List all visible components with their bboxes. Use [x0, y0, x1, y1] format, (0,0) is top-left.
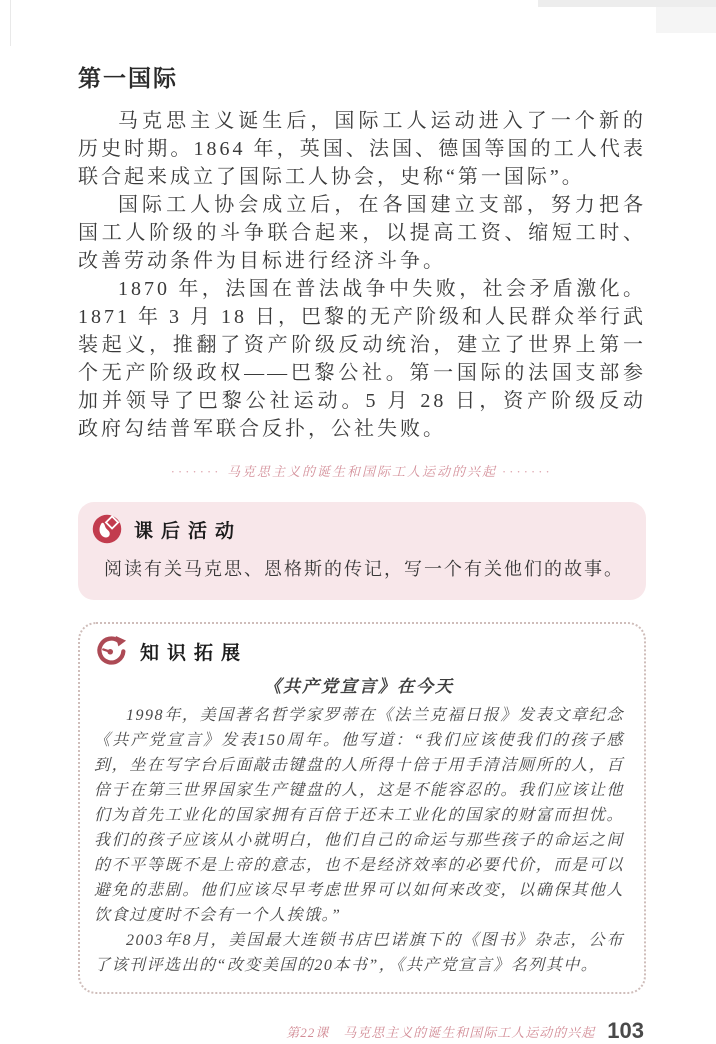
body-paragraph-1: 马克思主义诞生后，国际工人运动进入了一个新的历史时期。1864 年，英国、法国、德国等国的工人代表联合起来成立了国际工人协会，史称“第一国际”。: [78, 110, 646, 188]
activity-box-header: [92, 514, 626, 544]
after-class-activity-box: [78, 502, 646, 600]
body-paragraph-3: 1870 年，法国在普法战争中失败，社会矛盾激化。1871 年 3 月 18 日，巴黎的无产阶级和人民群众举行武装起义，推翻了资产阶级反动统治，建立了世界上第一个无产阶级政权——巴黎公社。第一国际的法国支部参加并领导了巴黎公社运动。5 月 28 日，资产阶级反动政府勾结普军联合反扑，公社失败。: [78, 278, 646, 440]
divider-dots-left: ·······: [170, 464, 222, 479]
divider-dots-right: ·······: [502, 464, 553, 479]
scan-artifact-top-right-2: [656, 7, 716, 33]
footer-page-number: 103: [607, 1018, 644, 1043]
section-heading: 第一国际: [78, 65, 178, 91]
knowledge-expansion-box: [78, 622, 646, 994]
activity-box-text: 阅读有关马克思、恩格斯的传记，写一个有关他们的故事。: [104, 559, 624, 579]
knowledge-box-title: 知识拓展: [140, 642, 249, 664]
pen-nib-circle-icon: [92, 514, 122, 544]
page-footer: [78, 1018, 646, 1044]
knowledge-paragraph-2: 2003年8月，美国最大连锁书店巴诺旗下的《图书》杂志，公布了该刊评选出的“改变美国的20本书”，《共产党宣言》名列其中。: [94, 932, 624, 974]
activity-box-title: 课后活动: [134, 520, 243, 542]
knowledge-box-header: [94, 634, 624, 668]
chapter-running-title: [78, 461, 646, 480]
divider-text: 马克思主义的诞生和国际工人运动的兴起: [226, 464, 497, 479]
footer-lesson-title: 第22课 马克思主义的诞生和国际工人运动的兴起: [286, 1024, 596, 1040]
scan-artifact-top-right: [538, 0, 716, 7]
body-paragraph-2: 国际工人协会成立后，在各国建立支部，努力把各国工人阶级的斗争联合起来，以提高工资、缩短工时、改善劳动条件为目标进行经济斗争。: [78, 194, 646, 272]
knowledge-paragraph-1: 1998年，美国著名哲学家罗蒂在《法兰克福日报》发表文章纪念《共产党宣言》发表150周年。他写道：“我们应该使我们的孩子感到，坐在写字台后面敲击键盘的人所得十倍于用手清洁厕所的人，百倍于在第三世界国家生产键盘的人，这是不能容忍的。我们应该让他们为首先工业化的国家拥有百倍于还未工业化的国家的财富而担忧。我们的孩子应该从小就明白，他们自己的命运与那些孩子的命运之间的不平等既不是上帝的意志，也不是经济效率的必要代价，而是可以避免的悲剧。他们应该尽早考虑世界可以如何来改变，以确保其他人饮食过度时不会有一个人挨饿。”: [94, 707, 624, 924]
circular-arrow-icon: [94, 634, 128, 668]
knowledge-article-title: 《共产党宣言》在今天: [264, 677, 454, 696]
scan-artifact-left-edge: [10, 0, 11, 46]
